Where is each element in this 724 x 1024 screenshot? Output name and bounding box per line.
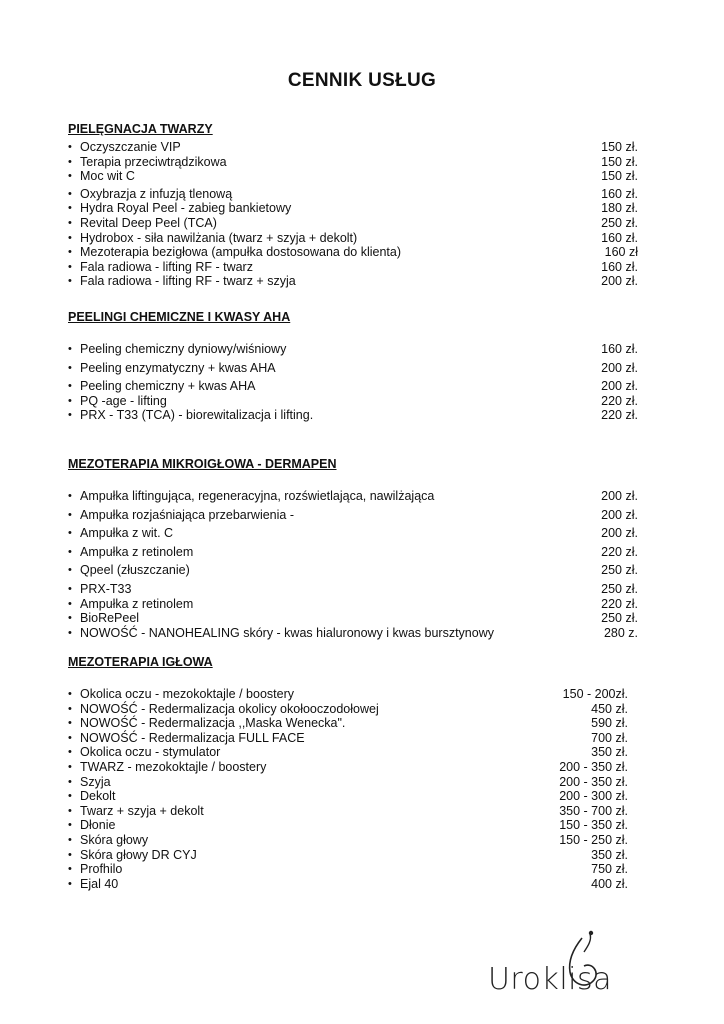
price-list-item [68, 626, 648, 641]
bullet-icon: • [68, 746, 72, 759]
bullet-icon: • [68, 848, 72, 861]
bullet-icon: • [68, 760, 72, 773]
bullet-icon: • [68, 819, 72, 832]
bullet-icon: • [68, 216, 72, 229]
price-list-item [68, 818, 648, 833]
service-name: Skóra głowy DR CYJ [80, 847, 197, 862]
price-list-item [68, 169, 648, 184]
service-name: Peeling chemiczny dyniowy/wiśniowy [80, 342, 287, 356]
service-price: 400 zł. [591, 876, 628, 891]
bullet-icon: • [68, 170, 72, 183]
price-list-item [68, 231, 648, 246]
price-list-item [68, 394, 648, 409]
service-name: NOWOŚĆ - Redermalizacja okolicy okołooczodołowej [80, 701, 379, 716]
service-name: Peeling enzymatyczny + kwas AHA [80, 360, 276, 375]
service-price: 200 zł. [601, 489, 638, 503]
service-name: PQ -age - lifting [80, 393, 167, 408]
service-name: Okolica oczu - stymulator [80, 745, 221, 760]
bullet-icon: • [68, 582, 72, 595]
service-name: Fala radiowa - lifting RF - twarz [80, 259, 253, 274]
service-name: Skóra głowy [80, 832, 149, 847]
price-list-item [68, 526, 648, 541]
price-list-item [68, 508, 648, 523]
bullet-icon: • [68, 804, 72, 817]
section-heading: MEZOTERAPIA MIKROIGŁOWA - DERMAPEN [68, 457, 337, 471]
price-list-item [68, 789, 648, 804]
service-name: Ampułka z wit. C [80, 526, 174, 541]
service-name: Okolica oczu - mezokoktajle / boostery [80, 687, 294, 701]
service-price: 200 - 300 zł. [559, 789, 628, 804]
service-price: 150 - 350 zł. [559, 818, 628, 833]
service-name: Ampułka z retinolem [80, 596, 194, 611]
service-price: 160 zł. [601, 342, 638, 356]
price-list-item [68, 187, 648, 202]
page-title: CENNIK USŁUG [287, 70, 437, 91]
service-name: Oczyszczanie VIP [80, 140, 181, 154]
service-price: 220 zł. [601, 393, 638, 408]
service-price: 180 zł. [601, 201, 638, 216]
service-price: 150 - 250 zł. [559, 832, 628, 847]
service-name: NOWOŚĆ - NANOHEALING skóry - kwas hialuronowy i kwas bursztynowy [80, 625, 494, 640]
service-price: 250 zł. [601, 581, 638, 596]
service-name: Hydra Royal Peel - zabieg bankietowy [80, 201, 292, 216]
section-mezoterapia-mikroiglowa [68, 457, 648, 640]
price-list-item [68, 804, 648, 819]
bullet-icon: • [68, 833, 72, 846]
section-mezoterapia-iglowa [68, 655, 648, 891]
bullet-icon: • [68, 597, 72, 610]
price-list-item [68, 745, 648, 760]
price-list-item [68, 361, 648, 376]
service-price: 350 zł. [591, 847, 628, 862]
bullet-icon: • [68, 380, 72, 393]
bullet-icon: • [68, 702, 72, 715]
service-name: Hydrobox - siła nawilżania (twarz + szyja + dekolt) [80, 230, 358, 245]
bullet-icon: • [68, 877, 72, 890]
bullet-icon: • [68, 775, 72, 788]
bullet-icon: • [68, 394, 72, 407]
bullet-icon: • [68, 187, 72, 200]
bullet-icon: • [68, 490, 72, 502]
price-list-item [68, 245, 648, 260]
bullet-icon: • [68, 275, 72, 288]
service-price: 250 zł. [601, 563, 638, 578]
service-price: 200 - 350 zł. [559, 759, 628, 774]
service-price: 200 zł. [601, 274, 638, 289]
bullet-icon: • [68, 141, 72, 153]
service-name: Dekolt [80, 789, 116, 804]
price-list-item [68, 201, 648, 216]
service-name: Terapia przeciwtrądzikowa [80, 154, 227, 169]
price-list-item [68, 833, 648, 848]
service-name: Moc wit C [80, 169, 135, 184]
price-list-item [68, 260, 648, 275]
bullet-icon: • [68, 155, 72, 168]
brand-logo-text: Uroklisa [487, 962, 612, 997]
bullet-icon: • [68, 508, 72, 521]
price-list-item [68, 140, 648, 155]
bullet-icon: • [68, 688, 72, 700]
service-price: 160 zł [604, 245, 638, 260]
service-name: Revital Deep Peel (TCA) [80, 215, 217, 230]
service-price: 200 zł. [601, 379, 638, 394]
bullet-icon: • [68, 343, 72, 355]
service-price: 220 zł. [601, 544, 638, 559]
service-price: 200 zł. [601, 507, 638, 522]
service-name: Ampułka rozjaśniająca przebarwienia - [80, 507, 294, 522]
service-price: 280 z. [603, 625, 638, 640]
price-list-item [68, 862, 648, 877]
bullet-icon: • [68, 564, 72, 577]
service-price: 350 - 700 zł. [559, 803, 628, 818]
price-list-item [68, 408, 648, 423]
price-list-item [68, 702, 648, 717]
service-name: NOWOŚĆ - Redermalizacja ,,Maska Wenecka". [80, 716, 346, 731]
bullet-icon: • [68, 731, 72, 744]
service-price: 750 zł. [591, 862, 628, 877]
service-name: Szyja [80, 774, 111, 789]
price-list [68, 140, 648, 289]
price-list [68, 342, 648, 423]
service-price: 160 zł. [601, 259, 638, 274]
price-list-item [68, 582, 648, 597]
price-list-item [68, 687, 648, 702]
service-name: BioRePeel [80, 611, 140, 626]
price-list [68, 687, 648, 891]
bullet-icon: • [68, 246, 72, 259]
bullet-icon: • [68, 527, 72, 540]
service-name: Ampułka z retinolem [80, 544, 194, 559]
bullet-icon: • [68, 361, 72, 374]
price-list-item [68, 155, 648, 170]
bullet-icon: • [68, 717, 72, 730]
service-price: 450 zł. [591, 701, 628, 716]
bullet-icon: • [68, 202, 72, 215]
service-price: 200 zł. [601, 526, 638, 541]
bullet-icon: • [68, 790, 72, 803]
price-list-item [68, 563, 648, 578]
service-name: NOWOŚĆ - Redermalizacja FULL FACE [80, 730, 305, 745]
section-peelingi-chemiczne [68, 310, 648, 423]
service-price: 250 zł. [601, 611, 638, 626]
price-list-item [68, 489, 648, 504]
service-price: 150 - 200zł. [562, 687, 628, 701]
price-list-item [68, 760, 648, 775]
service-name: Profhilo [80, 862, 123, 877]
service-name: Fala radiowa - lifting RF - twarz + szyja [80, 274, 296, 289]
service-name: TWARZ - mezokoktajle / boostery [80, 759, 267, 774]
service-name: Qpeel (złuszczanie) [80, 563, 190, 578]
logo-figure-icon [584, 934, 591, 952]
service-price: 160 zł. [601, 186, 638, 201]
bullet-icon: • [68, 260, 72, 273]
service-price: 350 zł. [591, 745, 628, 760]
bullet-icon: • [68, 545, 72, 558]
service-price: 150 zł. [601, 140, 638, 154]
price-list-item [68, 716, 648, 731]
bullet-icon: • [68, 409, 72, 422]
price-list-item [68, 597, 648, 612]
service-name: Oxybrazja z infuzją tlenową [80, 186, 233, 201]
price-list [68, 489, 648, 640]
service-price: 200 zł. [601, 360, 638, 375]
bullet-icon: • [68, 863, 72, 876]
price-list-item [68, 731, 648, 746]
bullet-icon: • [68, 612, 72, 625]
price-list-item [68, 848, 648, 863]
service-price: 200 - 350 zł. [559, 774, 628, 789]
service-price: 220 zł. [601, 408, 638, 423]
service-name: Ampułka liftingująca, regeneracyjna, rozświetlająca, nawilżająca [80, 489, 435, 503]
section-heading: MEZOTERAPIA IGŁOWA [68, 655, 213, 669]
section-heading: PIELĘGNACJA TWARZY [68, 122, 213, 136]
service-price: 700 zł. [591, 730, 628, 745]
service-price: 150 zł. [601, 154, 638, 169]
service-name: PRX-T33 [80, 581, 132, 596]
service-price: 590 zł. [591, 716, 628, 731]
section-heading: PEELINGI CHEMICZNE I KWASY AHA [68, 310, 291, 324]
price-list-item [68, 877, 648, 892]
price-list-item [68, 342, 648, 357]
price-list-item [68, 216, 648, 231]
service-price: 220 zł. [601, 596, 638, 611]
service-name: Mezoterapia bezigłowa (ampułka dostosowana do klienta) [80, 245, 402, 260]
bullet-icon: • [68, 231, 72, 244]
logo-dot-icon [589, 931, 593, 935]
price-list-item [68, 379, 648, 394]
price-list-item [68, 545, 648, 560]
service-name: Ejal 40 [80, 876, 119, 891]
service-price: 250 zł. [601, 215, 638, 230]
price-list-item [68, 775, 648, 790]
service-name: Dłonie [80, 818, 116, 833]
service-name: Twarz + szyja + dekolt [80, 803, 204, 818]
bullet-icon: • [68, 626, 72, 639]
service-price: 150 zł. [601, 169, 638, 184]
service-name: PRX - T33 (TCA) - biorewitalizacja i lifting. [80, 408, 314, 423]
price-list-item [68, 274, 648, 289]
service-name: Peeling chemiczny + kwas AHA [80, 379, 256, 394]
section-pielegnacja-twarzy [68, 122, 648, 289]
price-list-item [68, 611, 648, 626]
service-price: 160 zł. [601, 230, 638, 245]
